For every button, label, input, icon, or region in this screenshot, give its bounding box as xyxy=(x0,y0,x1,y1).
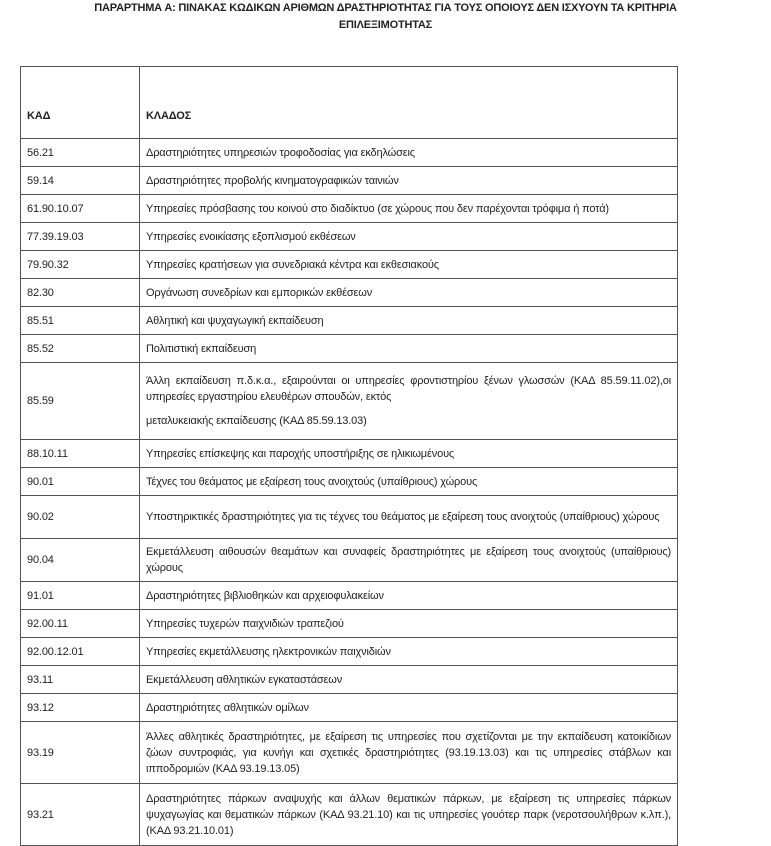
description-text: Πολιτιστική εκπαίδευση xyxy=(146,342,257,355)
klados-description xyxy=(140,251,678,279)
description-text: Υποστηρικτικές δραστηριότητες για τις τέχνες του θεάματος με εξαίρεση τους ανοιχτούς (υπαίθριους) χώρους xyxy=(146,511,660,523)
table-row xyxy=(21,363,678,440)
table-row xyxy=(21,223,678,251)
klados-description xyxy=(140,167,678,195)
kad-code: 88.10.11 xyxy=(21,440,140,468)
description-text: Δραστηριότητες προβολής κινηματογραφικών ταινιών xyxy=(146,174,399,187)
klados-description xyxy=(140,582,678,610)
description-text: Δραστηριότητες υπηρεσιών τροφοδοσίας για εκδηλώσεις xyxy=(146,146,415,159)
kad-code: 92.00.11 xyxy=(21,610,140,638)
kad-code: 59.14 xyxy=(21,167,140,195)
kad-code: 93.21 xyxy=(21,784,140,846)
kad-code: 61.90.10.07 xyxy=(21,195,140,223)
table-row xyxy=(21,666,678,694)
table-row xyxy=(21,539,678,582)
kad-code: 77.39.19.03 xyxy=(21,223,140,251)
kad-code: 90.02 xyxy=(21,496,140,539)
klados-description xyxy=(140,638,678,666)
klados-description xyxy=(140,223,678,251)
description-text: Δραστηριότητες πάρκων αναψυχής και άλλων θεματικών πάρκων, με εξαίρεση τις υπηρεσίες πάρκων ψυχαγωγίας και θεματικών πάρκων (ΚΑΔ 93.21.10) και τις υπηρεσίες γουότερ παρκ (νεροτσουλήθρων κ.λπ.), (ΚΑΔ 93.21.10.01) xyxy=(146,792,671,837)
description-text: Υπηρεσίες εκμετάλλευσης ηλεκτρονικών παιχνιδιών xyxy=(146,645,391,658)
kad-code: 92.00.12.01 xyxy=(21,638,140,666)
table-row xyxy=(21,167,678,195)
table-row xyxy=(21,722,678,784)
klados-description xyxy=(140,666,678,694)
description-text: Οργάνωση συνεδρίων και εμπορικών εκθέσεων xyxy=(146,286,373,299)
table-row xyxy=(21,638,678,666)
klados-description xyxy=(140,440,678,468)
table-row xyxy=(21,610,678,638)
kad-code: 90.04 xyxy=(21,539,140,582)
table-row xyxy=(21,307,678,335)
title-line-1: ΠΑΡΑΡΤΗΜΑ Α: ΠΙΝΑΚΑΣ ΚΩΔΙΚΩΝ ΑΡΙΘΜΩΝ ΔΡΑΣΤΗΡΙΟΤΗΤΑΣ ΓΙΑ ΤΟΥΣ ΟΠΟΙΟΥΣ ΔΕΝ ΙΣΧΥΟΥΝ ΤΑ ΚΡΙΤΗΡΙΑ xyxy=(94,2,677,14)
kad-code: 85.52 xyxy=(21,335,140,363)
klados-description xyxy=(140,139,678,167)
table-header-row xyxy=(21,67,678,139)
klados-description xyxy=(140,363,678,440)
description-text: Εκμετάλλευση αιθουσών θεαμάτων και συναφείς δραστηριότητες με εξαίρεση τους ανοιχτούς (υπαίθριους) χώρους xyxy=(146,546,671,574)
kad-code: 56.21 xyxy=(21,139,140,167)
klados-description xyxy=(140,694,678,722)
table-row xyxy=(21,496,678,539)
table-row xyxy=(21,694,678,722)
klados-description xyxy=(140,722,678,784)
description-text: Υπηρεσίες πρόσβασης του κοινού στο διαδίκτυο (σε χώρους που δεν παρέχονται τρόφιμα ή ποτά) xyxy=(146,202,609,215)
klados-description xyxy=(140,610,678,638)
description-text: Εκμετάλλευση αθλητικών εγκαταστάσεων xyxy=(146,673,343,686)
kad-code: 79.90.32 xyxy=(21,251,140,279)
description-text: Υπηρεσίες ενοικίασης εξοπλισμού εκθέσεων xyxy=(146,230,356,243)
table-row xyxy=(21,335,678,363)
klados-description xyxy=(140,335,678,363)
kad-code: 85.59 xyxy=(21,363,140,440)
description-text: Αθλητική και ψυχαγωγική εκπαίδευση xyxy=(146,314,324,327)
klados-description xyxy=(140,279,678,307)
header-klados: ΚΛΑΔΟΣ xyxy=(140,67,678,139)
table-row xyxy=(21,139,678,167)
kad-code: 93.11 xyxy=(21,666,140,694)
description-text: Υπηρεσίες κρατήσεων για συνεδριακά κέντρα και εκθεσιακούς xyxy=(146,258,439,271)
klados-description xyxy=(140,784,678,846)
description-text: Τέχνες του θεάματος με εξαίρεση τους ανοιχτούς (υπαίθριους) χώρους xyxy=(146,475,478,488)
title-line-2: ΕΠΙΛΕΞΙΜΟΤΗΤΑΣ xyxy=(338,19,433,31)
klados-description xyxy=(140,539,678,582)
klados-description xyxy=(140,468,678,496)
description-text: Άλλες αθλητικές δραστηριότητες, με εξαίρεση τις υπηρεσίες που σχετίζονται με την εκπαίδευση κατοικίδιων ζώων συντροφιάς, για κυνήγι και σχετικές δραστηριότητες (93.19.13.03) και τις υπηρεσίες στάβλων και ιπποδρομιών (ΚΑΔ 93.19.13.05) xyxy=(146,730,671,775)
klados-description xyxy=(140,496,678,539)
klados-description xyxy=(140,307,678,335)
klados-description xyxy=(140,195,678,223)
table-row xyxy=(21,468,678,496)
table-row xyxy=(21,440,678,468)
kad-code: 91.01 xyxy=(21,582,140,610)
description-text: Άλλη εκπαίδευση π.δ.κ.α., εξαιρούνται οι υπηρεσίες φροντιστηρίου ξένων γλωσσών (ΚΑΔ 85.59.11.02),οι υπηρεσίες εργαστηρίου ελευθέρων σπουδών, εκτός xyxy=(146,375,671,403)
table-row xyxy=(21,279,678,307)
kad-code: 93.12 xyxy=(21,694,140,722)
description-text: Υπηρεσίες επίσκεψης και παροχής υποστήριξης σε ηλικιωμένους xyxy=(146,447,455,460)
kad-code: 93.19 xyxy=(21,722,140,784)
table-row xyxy=(21,251,678,279)
table-row xyxy=(21,195,678,223)
kad-code: 90.01 xyxy=(21,468,140,496)
kad-code: 82.30 xyxy=(21,279,140,307)
description-text: Υπηρεσίες τυχερών παιχνιδιών τραπεζιού xyxy=(146,617,344,630)
description-text-continued: μεταλυκειακής εκπαίδευσης (ΚΑΔ 85.59.13.03) xyxy=(146,415,367,427)
kad-table xyxy=(20,66,678,846)
header-kad: ΚΑΔ xyxy=(21,67,140,139)
table-row xyxy=(21,784,678,846)
table-row xyxy=(21,582,678,610)
kad-code: 85.51 xyxy=(21,307,140,335)
description-text: Δραστηριότητες βιβλιοθηκών και αρχειοφυλακείων xyxy=(146,589,384,602)
description-text: Δραστηριότητες αθλητικών ομίλων xyxy=(146,701,309,714)
